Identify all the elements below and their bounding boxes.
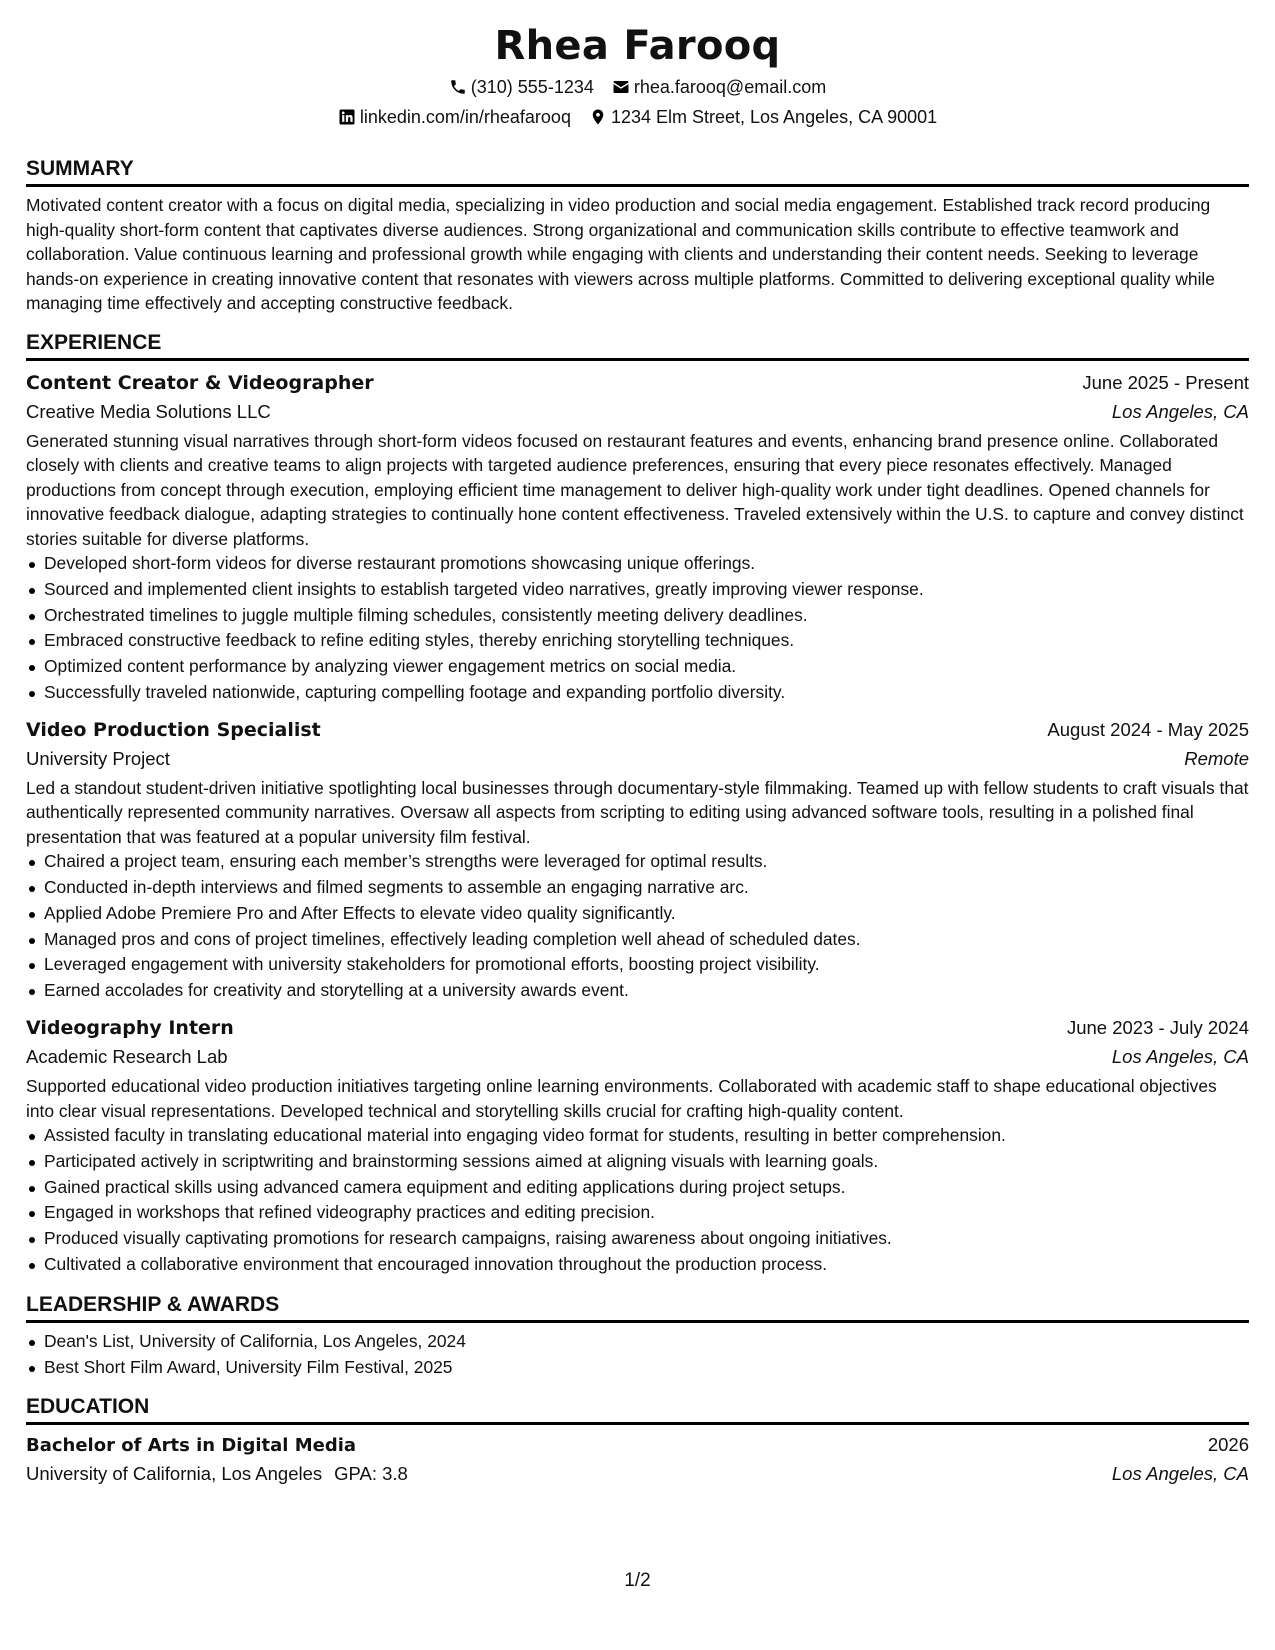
email-text: rhea.farooq@email.com xyxy=(633,77,827,97)
list-item: Chaired a project team, ensuring each member’s strengths were leveraged for optimal results. xyxy=(44,849,1249,875)
list-item: Gained practical skills using advanced camera equipment and editing applications during project setups. xyxy=(44,1175,1249,1201)
list-item: Earned accolades for creativity and storytelling at a university awards event. xyxy=(44,978,1249,1004)
education-section xyxy=(26,1394,1249,1488)
job-subheader xyxy=(26,744,1249,774)
list-item: Dean's List, University of California, Los Angeles, 2024 xyxy=(44,1329,1249,1355)
contact-row-primary xyxy=(26,76,1249,98)
job-header xyxy=(26,1014,1249,1042)
education-degree: Bachelor of Arts in Digital Media xyxy=(26,1435,357,1457)
section-title-education: EDUCATION xyxy=(26,1394,1249,1425)
education-year: 2026 xyxy=(1207,1434,1249,1456)
list-item: Conducted in-depth interviews and filmed segments to assemble an engaging narrative arc. xyxy=(44,875,1249,901)
phone-text: (310) 555-1234 xyxy=(470,77,594,97)
list-item: Embraced constructive feedback to refine editing styles, thereby enriching storytelling techniques. xyxy=(44,628,1249,654)
linkedin-contact[interactable] xyxy=(338,106,571,128)
job-entry xyxy=(26,716,1249,1004)
page-number: 1/2 xyxy=(624,1570,651,1591)
section-title-leadership: LEADERSHIP & AWARDS xyxy=(26,1292,1249,1323)
leadership-section xyxy=(26,1292,1249,1381)
job-title: Content Creator & Videographer xyxy=(26,371,374,394)
job-description: Led a standout student-driven initiative spotlighting local businesses through documentary-style filmmaking. Teamed up with fellow students to craft visuals that authentically represented community narratives. Oversaw all aspects from scripting to editing using advanced software tools, resulting in a polished final presentation that was featured at a popular university film festival. xyxy=(26,777,1249,847)
address-text: 1234 Elm Street, Los Angeles, CA 90001 xyxy=(610,107,938,127)
job-location: Los Angeles, CA xyxy=(1111,1046,1249,1068)
job-description: Generated stunning visual narratives through short-form videos focused on restaurant features and events, enhancing brand presence online. Collaborated closely with clients and creative teams to align projects with targeted audience preferences, ensuring that every piece resonates effectively. Managed productions from concept through execution, employing efficient time management to deliver high-quality work under tight deadlines. Opened channels for innovative feedback dialogue, adapting strategies to continually hone content effectiveness. Traveled extensively within the U.S. to capture and convey distinct stories suitable for diverse platforms. xyxy=(26,430,1244,549)
job-subheader xyxy=(26,397,1249,427)
phone-contact xyxy=(449,76,594,98)
address-contact xyxy=(589,106,937,128)
summary-text: Motivated content creator with a focus on digital media, specializing in video production and social media engagement. Established track record producing high-quality short-form content that captivates diverse audiences. Strong organizational and communication skills contribute to effective teamwork and collaboration. Value continuous learning and professional growth while engaging with clients and understanding their content needs. Seeking to leverage hands-on experience in creating innovative content that resonates with viewers across multiple platforms. Committed to delivering exceptional quality while managing time effectively and accepting constructive feedback. xyxy=(26,195,1215,313)
job-organization: University Project xyxy=(26,747,170,769)
location-icon xyxy=(589,108,607,126)
section-title-summary: SUMMARY xyxy=(26,156,1249,187)
summary-section xyxy=(26,156,1249,316)
list-item: Best Short Film Award, University Film Festival, 2025 xyxy=(44,1355,1249,1381)
job-description: Supported educational video production initiatives targeting online learning environments. Collaborated with academic staff to shape educational objectives into clear visual representations. Developed technical and storytelling skills crucial for crafting high-quality content. xyxy=(26,1076,1217,1121)
list-item: Orchestrated timelines to juggle multiple filming schedules, consistently meeting delivery deadlines. xyxy=(44,603,1249,629)
education-school-line xyxy=(26,1460,408,1488)
section-title-experience: EXPERIENCE xyxy=(26,330,1249,361)
education-location: Los Angeles, CA xyxy=(1111,1463,1249,1485)
list-item: Produced visually captivating promotions for research campaigns, raising awareness about ongoing initiatives. xyxy=(44,1226,1249,1252)
list-item: Managed pros and cons of project timelines, effectively leading completion well ahead of scheduled dates. xyxy=(44,927,1249,953)
job-location: Remote xyxy=(1184,747,1249,769)
job-subheader xyxy=(26,1042,1249,1072)
job-bullets xyxy=(26,1123,1249,1278)
job-location: Los Angeles, CA xyxy=(1111,400,1249,422)
list-item: Leveraged engagement with university stakeholders for promotional efforts, boosting project visibility. xyxy=(44,952,1249,978)
list-item: Participated actively in scriptwriting and brainstorming sessions aimed at aligning visuals with learning goals. xyxy=(44,1149,1249,1175)
list-item: Engaged in workshops that refined videography practices and editing precision. xyxy=(44,1200,1249,1226)
experience-section xyxy=(26,330,1249,1278)
list-item: Optimized content performance by analyzing viewer engagement metrics on social media. xyxy=(44,654,1249,680)
job-bullets xyxy=(26,551,1249,706)
resume-page xyxy=(26,22,1249,1488)
job-dates: August 2024 - May 2025 xyxy=(1047,718,1249,740)
job-header xyxy=(26,369,1249,397)
job-bullets xyxy=(26,849,1249,1004)
job-organization: Academic Research Lab xyxy=(26,1046,228,1068)
list-item: Successfully traveled nationwide, capturing compelling footage and expanding portfolio diversity. xyxy=(44,680,1249,706)
job-dates: June 2023 - July 2024 xyxy=(1066,1017,1249,1039)
education-subheader xyxy=(26,1460,1249,1488)
list-item: Developed short-form videos for diverse restaurant promotions showcasing unique offerings. xyxy=(44,551,1249,577)
email-icon xyxy=(612,78,630,96)
job-title: Video Production Specialist xyxy=(26,718,321,741)
education-school: University of California, Los Angeles xyxy=(26,1463,323,1485)
linkedin-text: linkedin.com/in/rheafarooq xyxy=(359,107,571,127)
list-item: Assisted faculty in translating educational material into engaging video format for students, resulting in better comprehension. xyxy=(44,1123,1249,1149)
job-entry xyxy=(26,369,1249,706)
list-item: Sourced and implemented client insights to establish targeted video narratives, greatly improving viewer response. xyxy=(44,577,1249,603)
candidate-name: Rhea Farooq xyxy=(494,23,781,69)
linkedin-icon xyxy=(338,108,356,126)
email-contact[interactable] xyxy=(612,76,826,98)
awards-list xyxy=(26,1329,1249,1381)
list-item: Applied Adobe Premiere Pro and After Effects to elevate video quality significantly. xyxy=(44,901,1249,927)
education-gpa: GPA: 3.8 xyxy=(334,1463,408,1485)
phone-icon xyxy=(449,78,467,96)
job-title: Videography Intern xyxy=(26,1017,234,1040)
contact-row-secondary xyxy=(26,106,1249,128)
education-header xyxy=(26,1431,1249,1460)
job-dates: June 2025 - Present xyxy=(1082,371,1249,393)
list-item: Cultivated a collaborative environment that encouraged innovation throughout the production process. xyxy=(44,1252,1249,1278)
job-organization: Creative Media Solutions LLC xyxy=(26,400,271,422)
job-entry xyxy=(26,1014,1249,1278)
job-header xyxy=(26,716,1249,744)
